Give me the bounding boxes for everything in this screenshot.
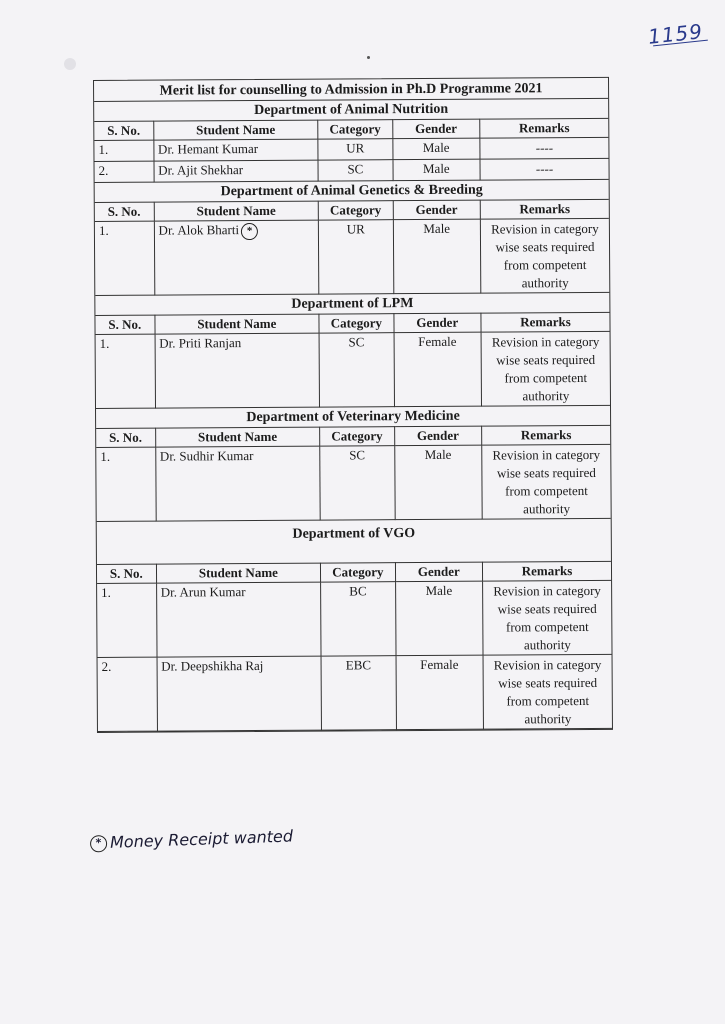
cell-category: SC [318, 160, 393, 181]
col-header-category: Category [319, 314, 394, 333]
cell-student-name [154, 220, 319, 295]
cell-student-name [157, 656, 322, 731]
col-header-sno: S. No. [96, 428, 155, 447]
col-header-name: Student Name [154, 201, 319, 221]
col-header-name: Student Name [155, 314, 320, 334]
student-name: Dr. Arun Kumar [160, 584, 246, 600]
col-header-gender: Gender [392, 119, 479, 139]
cell-student-name [155, 333, 320, 408]
cell-remarks: Revision in category wise seats required from competent authority [482, 444, 611, 519]
table-row [97, 580, 611, 657]
department-title: Department of Veterinary Medicine [246, 408, 460, 426]
department-table [96, 425, 611, 522]
student-name: Dr. Sudhir Kumar [159, 448, 254, 464]
department-title: Department of Animal Nutrition [254, 101, 449, 119]
col-header-gender: Gender [394, 313, 481, 333]
student-name: Dr. Alok Bharti [158, 222, 240, 238]
col-header-category: Category [320, 427, 395, 446]
department-table [95, 199, 610, 296]
cell-remarks: Revision in category wise seats required from competent authority [480, 218, 609, 293]
punch-hole [64, 58, 76, 70]
col-header-category: Category [318, 120, 393, 139]
cell-sno: 1. [96, 447, 156, 521]
cell-sno: 1. [96, 334, 156, 408]
circled-asterisk-icon: * [90, 835, 108, 853]
footnote-text: Money Receipt wanted [109, 826, 294, 852]
page-number: 1159 [646, 19, 705, 49]
col-header-sno: S. No. [95, 315, 154, 334]
col-header-sno: S. No. [97, 564, 156, 583]
col-header-name: Student Name [156, 563, 321, 583]
table-row [96, 331, 610, 408]
department-title: Department of VGO [292, 526, 416, 542]
cell-remarks: Revision in category wise seats required from competent authority [483, 580, 612, 655]
cell-category: SC [320, 446, 395, 520]
col-header-sno: S. No. [94, 121, 153, 140]
col-header-category: Category [321, 563, 396, 582]
table-row [94, 158, 608, 182]
cell-category: UR [318, 139, 393, 160]
col-header-gender: Gender [393, 200, 480, 220]
cell-gender: Male [392, 138, 480, 160]
cell-remarks: Revision in category wise seats required from competent authority [481, 331, 610, 406]
merit-list-sheet [93, 77, 613, 733]
cell-student-name [153, 139, 318, 161]
col-header-category: Category [318, 201, 393, 220]
cell-sno: 2. [94, 161, 153, 182]
cell-sno: 1. [94, 140, 153, 161]
cell-gender: Female [394, 332, 482, 407]
cell-remarks: Revision in category wise seats required from competent authority [483, 654, 612, 729]
cell-gender: Male [394, 445, 482, 520]
department-title: Department of Animal Genetics & Breeding [220, 182, 483, 200]
cell-category: SC [319, 333, 394, 407]
cell-sno: 2. [98, 657, 158, 731]
cell-gender: Male [395, 581, 483, 656]
col-header-remarks: Remarks [482, 561, 611, 581]
departments [94, 99, 612, 732]
cell-student-name [155, 446, 320, 521]
cell-student-name [156, 582, 321, 657]
table-row [96, 444, 610, 521]
col-header-remarks: Remarks [480, 199, 609, 219]
col-header-gender: Gender [394, 426, 481, 446]
cell-sno: 1. [95, 221, 155, 295]
department-table [97, 561, 612, 732]
cell-gender: Male [393, 219, 481, 294]
col-header-remarks: Remarks [482, 425, 611, 445]
col-header-gender: Gender [395, 562, 482, 582]
cell-category: UR [318, 220, 393, 294]
cell-category: BC [321, 582, 396, 656]
cell-gender: Male [393, 159, 481, 181]
student-name: Dr. Priti Ranjan [159, 335, 242, 351]
col-header-remarks: Remarks [481, 312, 610, 332]
student-name: Dr. Deepshikha Raj [161, 657, 264, 674]
cell-category: EBC [321, 656, 396, 730]
department-table [95, 312, 610, 409]
department-title: Department of LPM [291, 296, 414, 312]
col-header-sno: S. No. [95, 202, 154, 221]
student-name: Dr. Hemant Kumar [157, 140, 259, 157]
cell-gender: Female [396, 655, 484, 730]
cell-remarks: ---- [480, 158, 609, 180]
table-row [98, 654, 612, 731]
student-name: Dr. Ajit Shekhar [158, 162, 244, 178]
page-title: Merit list for counselling to Admission in Ph.D Programme 2021 [94, 78, 608, 102]
circled-asterisk-icon: * [241, 223, 258, 240]
col-header-name: Student Name [155, 427, 320, 447]
department-table [94, 118, 608, 183]
cell-student-name [154, 160, 319, 182]
cell-sno: 1. [97, 583, 157, 657]
col-header-remarks: Remarks [480, 118, 609, 138]
handwritten-footnote [90, 826, 294, 852]
col-header-name: Student Name [153, 120, 318, 140]
table-row [95, 218, 609, 295]
cell-remarks: ---- [480, 137, 609, 159]
speck [367, 56, 370, 59]
